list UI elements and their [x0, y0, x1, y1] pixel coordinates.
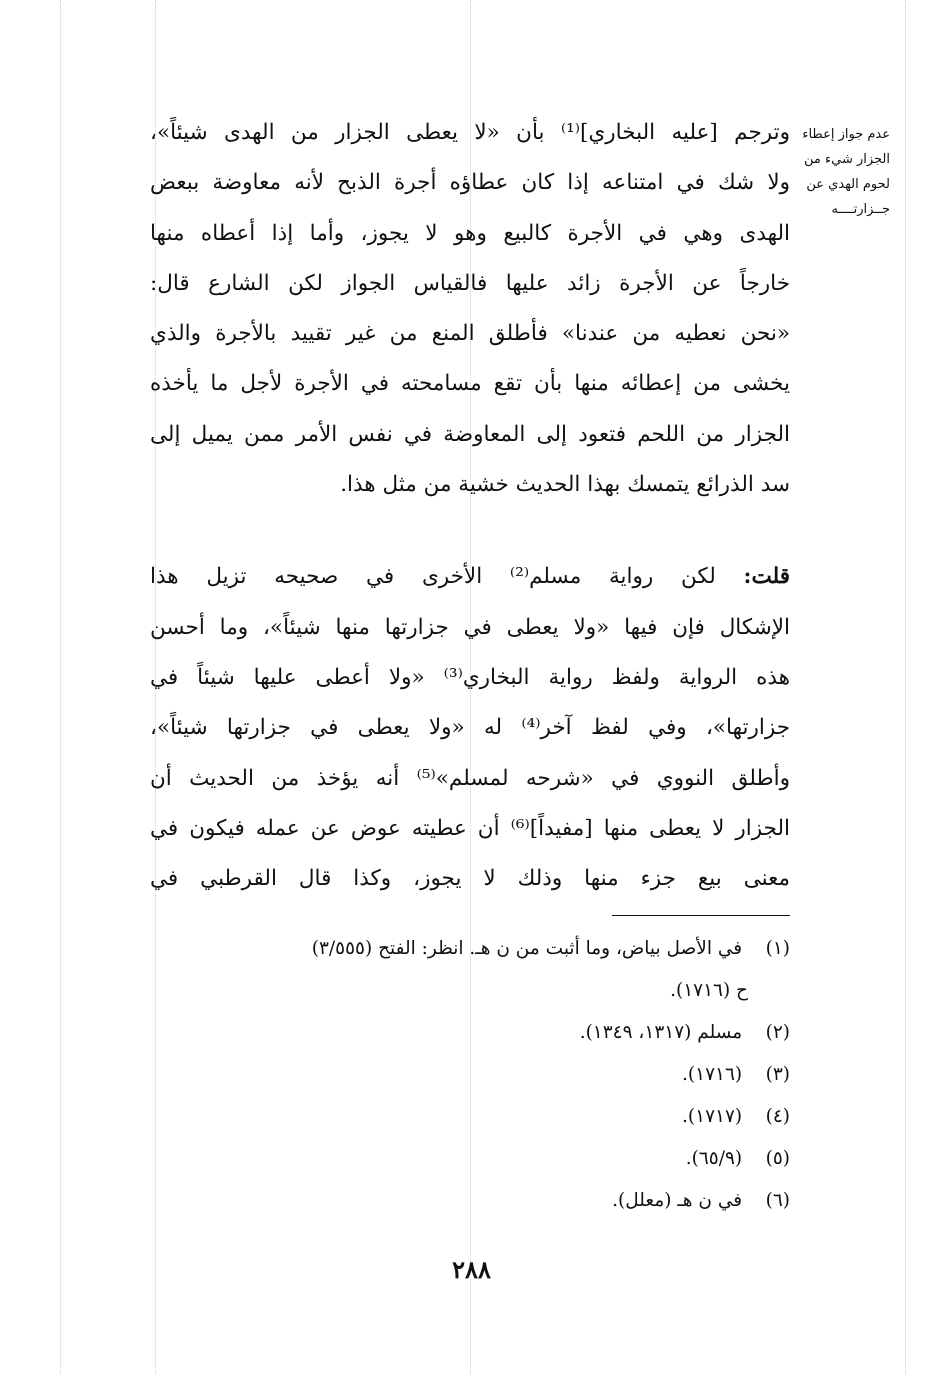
text-line: هذه الرواية ولفظ رواية البخاري⁽³⁾ «ولا أعطى عليها شيئاً في — [150, 664, 790, 690]
footnote-text: (٦٥/٩). — [685, 1148, 743, 1169]
margin-note-line: لحوم الهدي عن — [806, 177, 890, 192]
footnote-text: (١٧١٧). — [682, 1106, 743, 1127]
footnote-text: ح (١٧١٦). — [670, 980, 748, 1001]
paragraph-lead: قلت: — [743, 564, 790, 590]
footnote-number: (١) — [765, 938, 790, 959]
footnote — [118, 1180, 790, 1222]
footnote-text: مسلم (١٣١٧، ١٣٤٩). — [579, 1022, 743, 1043]
margin-note — [798, 122, 890, 222]
footnote — [118, 1138, 790, 1180]
footnote-continuation — [118, 970, 790, 1012]
text-line: الإشكال فإن فيها «ولا يعطى في جزارتها منها شيئاً»، وما أحسن — [150, 614, 790, 640]
footnote-number: (٣) — [765, 1064, 790, 1085]
footnote-text: في ن هـ (معلل). — [612, 1190, 743, 1211]
text-line: خارجاً عن الأجرة زائد عليها فالقياس الجواز لكن الشارع قال: — [150, 270, 790, 296]
footnote — [118, 928, 790, 970]
footnote — [118, 1012, 790, 1054]
margin-note-line: عدم جواز إعطاء — [802, 127, 890, 142]
main-text — [150, 108, 790, 904]
paragraph-first-line — [150, 552, 790, 602]
page-number: ٢٨٨ — [452, 1255, 491, 1284]
footnote — [118, 1054, 790, 1096]
footnote-number: (٥) — [765, 1148, 790, 1169]
footnote — [118, 1096, 790, 1138]
text-line: معنى بيع جزء منها وذلك لا يجوز، وكذا قال القرطبي في — [150, 866, 790, 892]
footnote-separator — [612, 915, 790, 916]
footnote-number: (٢) — [765, 1022, 790, 1043]
text-line: يخشى من إعطائه منها بأن تقع مسامحته في الأجرة لأجل ما يأخذه — [150, 371, 790, 397]
text-line: وترجم [عليه البخاري]⁽¹⁾ بأن «لا يعطى الجزار من الهدى شيئاً»، — [150, 120, 790, 145]
text-line: الهدى وهي في الأجرة كالبيع وهو لا يجوز، وأما إذا أعطاه منها — [150, 220, 790, 246]
text-line: جزارتها»، وفي لفظ آخر⁽⁴⁾ له «ولا يعطى في جزارتها شيئاً»، — [150, 715, 790, 741]
text-line: «نحن نعطيه من عندنا» فأطلق المنع من غير تقييد بالأجرة والذي — [150, 321, 790, 347]
margin-note-line: جــزارتــــه — [831, 202, 890, 217]
footnote-number: (٤) — [765, 1106, 790, 1127]
text-line: سد الذرائع يتمسك بهذا الحديث خشية من مثل هذا. — [340, 472, 790, 498]
text-line: الجزار من اللحم فتعود إلى المعاوضة في نفس الأمر ممن يميل إلى — [150, 421, 790, 447]
text-line: وأطلق النووي في «شرحه لمسلم»⁽⁵⁾ أنه يؤخذ من الحديث أن — [150, 765, 790, 791]
footnote-text: (١٧١٦). — [682, 1064, 743, 1085]
footnote-number: (٦) — [765, 1190, 790, 1211]
footnotes — [118, 928, 790, 1222]
footnote-text: في الأصل بياض، وما أثبت من ن هـ. انظر: الفتح (٣/٥٥٥) — [311, 938, 743, 959]
paragraph-first-line-text: لكن رواية مسلم⁽²⁾ الأخرى في صحيحه تزيل هذا — [150, 564, 744, 590]
text-line: ولا شك في امتناعه إذا كان عطاؤه أجرة الذبح لأنه معاوضة ببعض — [150, 170, 790, 196]
margin-note-line: الجزار شيء من — [804, 152, 890, 167]
text-line: الجزار لا يعطى منها [مفيداً]⁽⁶⁾ أن عطيته عوض عن عمله فيكون في — [150, 815, 790, 841]
